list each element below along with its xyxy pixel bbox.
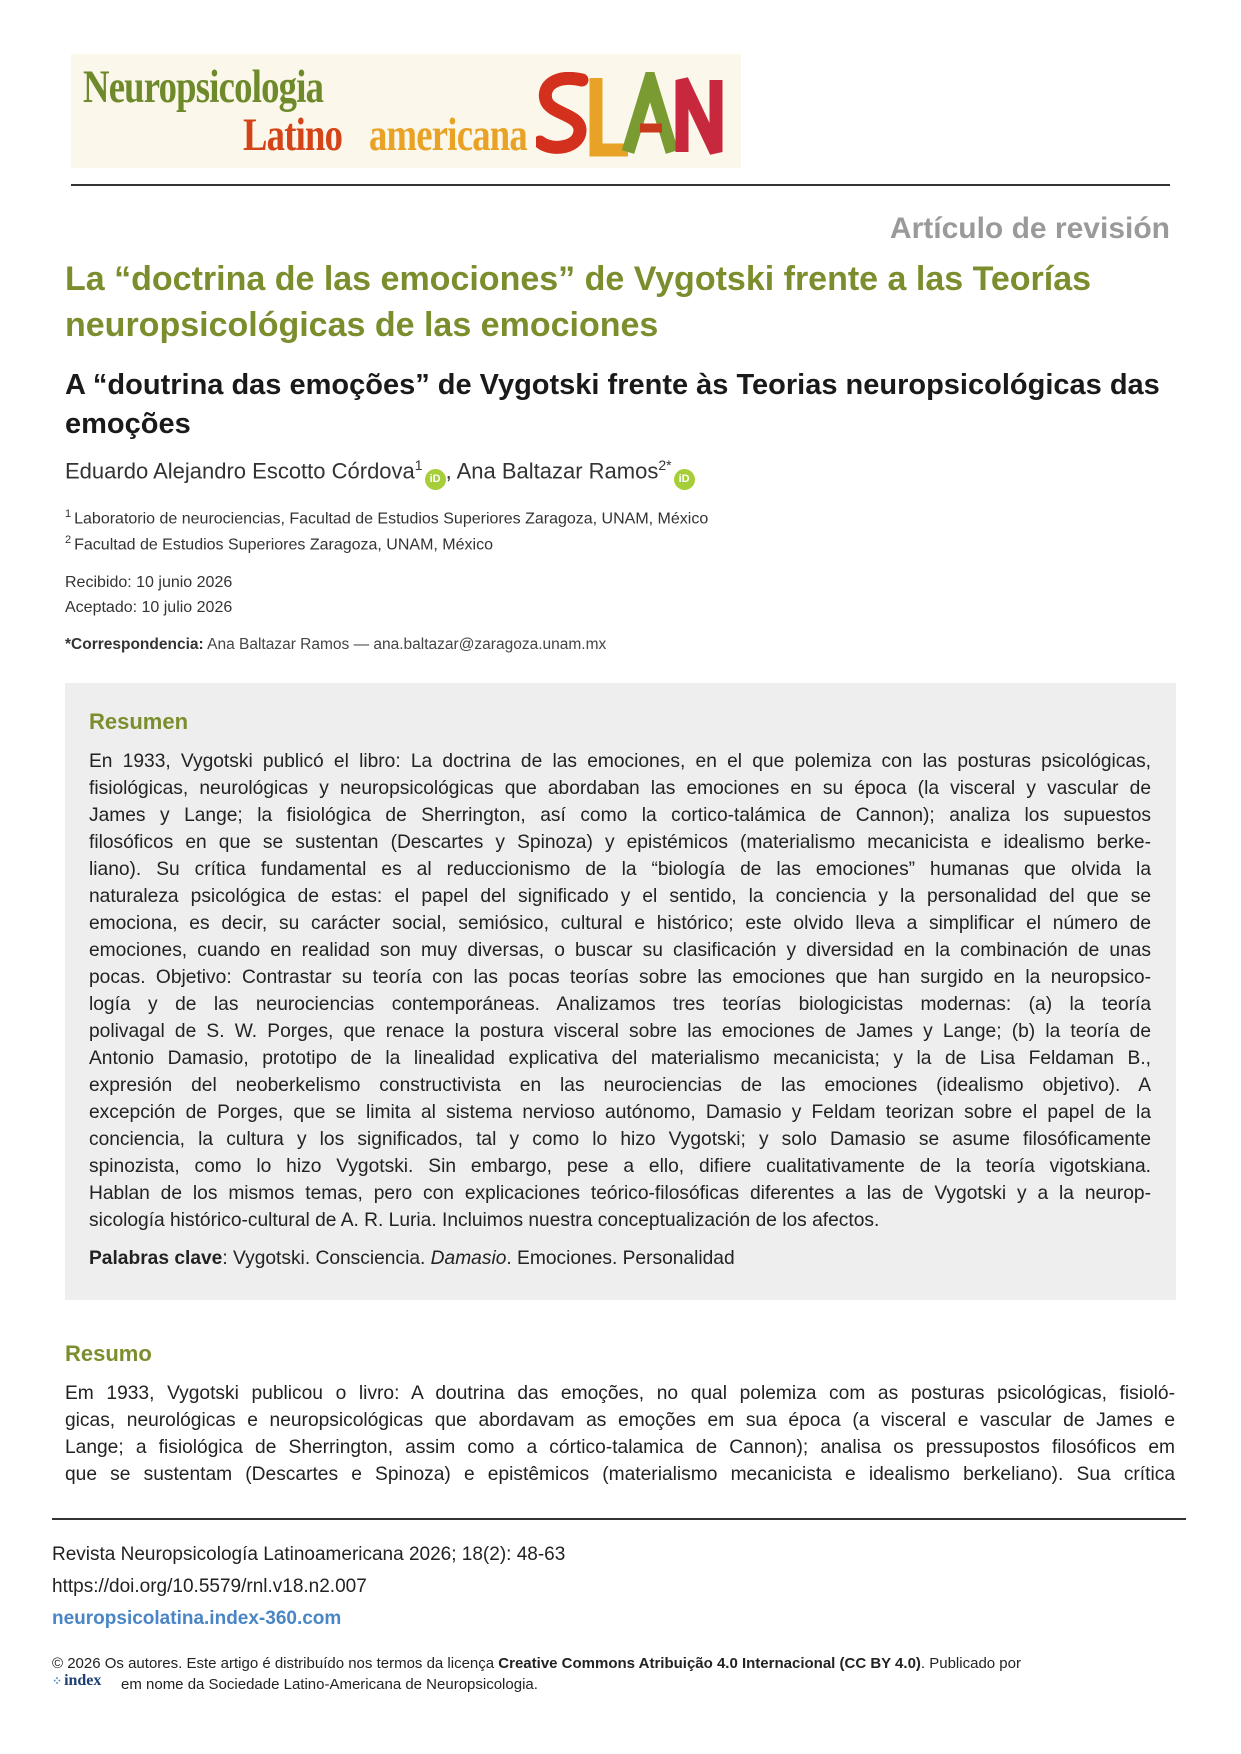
abstract-line: Antonio Damasio, prototipo de la linealidad explicativa del materialismo mecanicista; y la de Lisa Feldaman B., xyxy=(89,1048,1151,1069)
title-portuguese: A “doutrina das emoções” de Vygotski frente às Teorias neuropsicológicas das emoções xyxy=(65,369,1160,440)
authors xyxy=(65,457,695,490)
keywords xyxy=(89,1248,735,1270)
journal-logo xyxy=(71,54,741,168)
abstract-text xyxy=(89,748,1151,1234)
keywords-italic: Damasio xyxy=(430,1248,507,1269)
resumo-line: que se sustentam (Descartes e Spinoza) e epistêmicos (materialismo mecanicista e idealismo berkeliano). Sua crítica xyxy=(65,1464,1175,1485)
correspondence-text: Ana Baltazar Ramos — ana.baltazar@zaragoza.unam.mx xyxy=(203,636,607,653)
abstract-line: excepción de Porges, que se limita al sistema nervioso autónomo, Damasio y Feldam teorizan sobre el papel de la xyxy=(89,1102,1151,1123)
resumo-line: Em 1933, Vygotski publicou o livro: A doutrina das emoções, no qual polemiza com as posturas psicológicas, fisioló- xyxy=(65,1383,1175,1404)
affiliation-mark: 2 xyxy=(65,534,72,546)
article-type: Artículo de revisión xyxy=(889,212,1170,245)
abstract-line: polivagal de S. W. Porges, que renace la postura visceral sobre las emociones de James y Lange; (b) la teoría de xyxy=(89,1021,1151,1042)
abstract-line: emociones, cuando en realidad son muy diversas, o buscar su clasificación y diversidad en la combinación de unas xyxy=(89,940,1151,961)
logo-line2-part1: Latino xyxy=(243,109,343,161)
affiliation-text: Facultad de Estudios Superiores Zaragoza, UNAM, México xyxy=(74,536,493,554)
abstract-line: conciencia, la cultura y los significados, tal y como lo hizo Vygotski; y solo Damasio se asume filosóficamente xyxy=(89,1129,1151,1150)
orcid-icon[interactable]: iD xyxy=(425,469,446,490)
license-text xyxy=(52,1652,1186,1676)
footer-divider xyxy=(52,1518,1186,1520)
abstract-line: sicología histórico-cultural de A. R. Luria. Incluimos nuestra conceptualización de los afectos. xyxy=(89,1210,880,1231)
author-name: Ana Baltazar Ramos xyxy=(456,458,659,484)
abstract-line: naturaleza psicológica de estas: el papel del significado y el sentido, la conciencia y la personalidad del que se xyxy=(89,886,1151,907)
accepted-date: Aceptado: 10 julio 2026 xyxy=(65,599,233,616)
received-date: Recibido: 10 junio 2026 xyxy=(65,574,233,591)
abstract-heading: Resumen xyxy=(89,709,189,734)
license-pre: © 2026 Os autores. Este artigo é distribuído nos termos da licença xyxy=(52,1655,499,1672)
correspondence-label: *Correspondencia: xyxy=(65,636,204,653)
index-logo-icon: ⁘ xyxy=(52,1674,63,1688)
slan-logo-mark xyxy=(536,72,726,160)
index-logo-text: index xyxy=(64,1672,102,1689)
affiliation xyxy=(65,534,493,554)
license-link[interactable]: Creative Commons Atribuição 4.0 Internacional (CC BY 4.0) xyxy=(498,1655,921,1672)
abstract-line: spinozista, como lo hizo Vygotski. Sin embargo, pese a ello, difiere cualitativamente de la teoría vigotskiana. xyxy=(89,1156,1151,1177)
index-logo xyxy=(52,1672,101,1690)
logo-brand-text: SLAN xyxy=(536,72,539,73)
author-affiliation-mark: 2* xyxy=(658,457,672,473)
abstract-line: logía y de las neurociencias contemporáneas. Analizamos tres teorías biologicistas modernas: (a) la teoría xyxy=(89,994,1151,1015)
header-divider xyxy=(71,184,1170,186)
resumo-heading: Resumo xyxy=(65,1341,152,1366)
abstract-line: Hablan de los mismos temas, pero con explicaciones teórico-filosóficas diferentes a las de Vygotski y a la neurop- xyxy=(89,1183,1151,1204)
logo-line2-part2: americana xyxy=(369,109,527,161)
abstract-line: emociona, es decir, su carácter social, semiósico, cultural e histórico; este olvido lleva a simplificar el número de xyxy=(89,913,1151,934)
keywords-label: Palabras clave xyxy=(89,1248,223,1269)
keywords-text: . Emociones. Personalidad xyxy=(506,1248,735,1269)
author-affiliation-mark: 1 xyxy=(414,457,423,473)
abstract-line: pocas. Objetivo: Contrastar su teoría con las pocas teorías sobre las emociones que han surgido en la neuropsico- xyxy=(89,967,1151,988)
abstract-line: En 1933, Vygotski publicó el libro: La doctrina de las emociones, en el que polemiza con las posturas psicológicas, xyxy=(89,751,1151,772)
affiliation xyxy=(65,508,708,528)
abstract-line: liano). Su crítica fundamental es al reduccionismo de la “biología de las emociones” humanas que olvida la xyxy=(89,859,1151,880)
license-line2: em nome da Sociedade Latino-Americana de Neuropsicologia. xyxy=(121,1676,538,1693)
resumo-text xyxy=(65,1380,1175,1488)
correspondence xyxy=(65,636,606,654)
journal-citation: Revista Neuropsicología Latinoamericana 2026; 18(2): 48-63 xyxy=(52,1544,566,1565)
logo-line1: Neuropsicologia xyxy=(83,61,324,113)
abstract-line: expresión del neoberkelismo constructivista en las neurociencias de las emociones (idealismo objetivo). A xyxy=(89,1075,1151,1096)
journal-site-link[interactable]: neuropsicolatina.index-360.com xyxy=(52,1608,342,1629)
title-spanish: La “doctrina de las emociones” de Vygotski frente a las Teorías neuropsicológicas de las emociones xyxy=(65,260,1092,344)
author-name: Eduardo Alejandro Escotto Córdova xyxy=(65,458,415,484)
affiliation-text: Laboratorio de neurociencias, Facultad de Estudios Superiores Zaragoza, UNAM, México xyxy=(74,510,709,528)
abstract-line: fisiológicas, neurológicas y neuropsicológicas que abordaban las emociones en su época (la visceral y vascular de xyxy=(89,778,1151,799)
author-separator: , xyxy=(445,458,457,484)
affiliation-mark: 1 xyxy=(65,508,72,520)
orcid-icon[interactable]: iD xyxy=(674,469,695,490)
abstract-line: James y Lange; la fisiológica de Sherrington, así como la cortico-talámica de Cannon); analiza los supuestos xyxy=(89,805,1151,826)
keywords-text: : Vygotski. Consciencia. xyxy=(222,1248,431,1269)
resumo-line: Lange; a fisiológica de Sherrington, assim como a córtico-talamica de Cannon); analisa os pressupostos filosóficos em xyxy=(65,1437,1175,1458)
license-post: . Publicado por xyxy=(920,1655,1021,1672)
doi-link[interactable]: https://doi.org/10.5579/rnl.v18.n2.007 xyxy=(52,1576,367,1597)
resumo-line: gicas, neurológicas e neuropsicológicas que abordavam as emoções em sua época (a visceral e vascular de James e xyxy=(65,1410,1175,1431)
abstract-line: filosóficos en que se sustentan (Descartes y Spinoza) y epistémicos (materialismo mecanicista e idealismo berke- xyxy=(89,832,1151,853)
